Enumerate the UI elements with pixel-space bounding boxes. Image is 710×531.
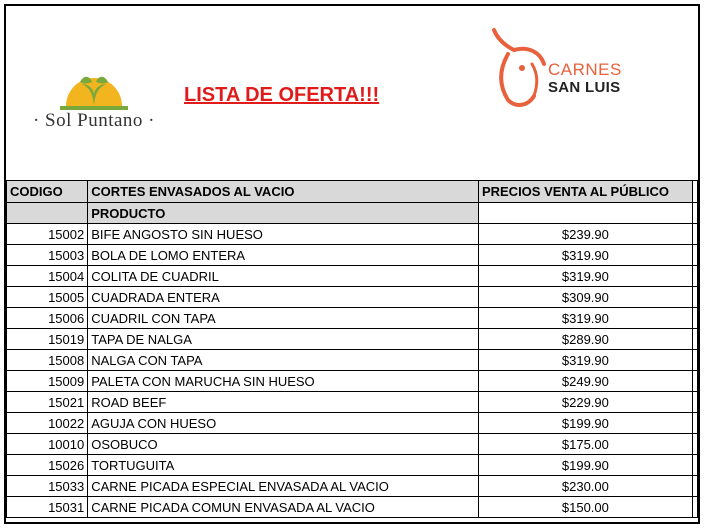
offer-title: LISTA DE OFERTA!!! bbox=[184, 84, 380, 106]
table-subheader-row bbox=[7, 203, 698, 224]
cell-price: $249.90 bbox=[478, 371, 692, 392]
sun-sprout-icon bbox=[24, 62, 164, 112]
cell-price: $199.90 bbox=[478, 413, 692, 434]
cell-product: BIFE ANGOSTO SIN HUESO bbox=[88, 224, 479, 245]
header-banner bbox=[6, 6, 698, 180]
row-edge-cell bbox=[692, 371, 697, 392]
table-row bbox=[7, 350, 698, 371]
cell-product: CARNE PICADA ESPECIAL ENVASADA AL VACIO bbox=[88, 476, 479, 497]
cell-price: $319.90 bbox=[478, 308, 692, 329]
cell-price: $319.90 bbox=[478, 350, 692, 371]
row-edge-cell bbox=[692, 266, 697, 287]
cell-price: $319.90 bbox=[478, 266, 692, 287]
row-edge-cell bbox=[692, 413, 697, 434]
cell-product: CUADRADA ENTERA bbox=[88, 287, 479, 308]
row-edge-cell bbox=[692, 308, 697, 329]
cell-product: PALETA CON MARUCHA SIN HUESO bbox=[88, 371, 479, 392]
cell-product: COLITA DE CUADRIL bbox=[88, 266, 479, 287]
table-row bbox=[7, 308, 698, 329]
sol-puntano-text: · Sol Puntano · bbox=[32, 110, 156, 131]
table-row bbox=[7, 392, 698, 413]
table-row bbox=[7, 413, 698, 434]
cell-price: $175.00 bbox=[478, 434, 692, 455]
cell-price: $230.00 bbox=[478, 476, 692, 497]
table-row bbox=[7, 434, 698, 455]
table-row bbox=[7, 287, 698, 308]
cell-product: TAPA DE NALGA bbox=[88, 329, 479, 350]
cell-product: NALGA CON TAPA bbox=[88, 350, 479, 371]
price-table bbox=[6, 180, 698, 518]
cell-price: $150.00 bbox=[478, 497, 692, 518]
cell-code: 15003 bbox=[7, 245, 88, 266]
cell-code: 15008 bbox=[7, 350, 88, 371]
bull-head-icon bbox=[488, 24, 548, 114]
table-header-row bbox=[7, 181, 698, 203]
row-edge-cell bbox=[692, 497, 697, 518]
row-edge-cell bbox=[692, 392, 697, 413]
cell-price: $289.90 bbox=[478, 329, 692, 350]
table-row bbox=[7, 455, 698, 476]
row-edge-cell bbox=[692, 224, 697, 245]
cell-product: CARNE PICADA COMUN ENVASADA AL VACIO bbox=[88, 497, 479, 518]
cell-code: 10022 bbox=[7, 413, 88, 434]
cell-price: $199.90 bbox=[478, 455, 692, 476]
table-row bbox=[7, 329, 698, 350]
price-list-sheet bbox=[4, 4, 700, 524]
table-row bbox=[7, 497, 698, 518]
cell-code: 15021 bbox=[7, 392, 88, 413]
header-precios: PRECIOS VENTA AL PÚBLICO bbox=[478, 181, 692, 203]
brand-line-carnes: CARNES bbox=[548, 60, 622, 79]
header-cortes: CORTES ENVASADOS AL VACIO bbox=[88, 181, 479, 203]
row-edge-cell bbox=[692, 350, 697, 371]
cell-code: 15033 bbox=[7, 476, 88, 497]
cell-product: TORTUGUITA bbox=[88, 455, 479, 476]
subheader-precio bbox=[478, 203, 692, 224]
cell-code: 15005 bbox=[7, 287, 88, 308]
row-edge-cell bbox=[692, 455, 697, 476]
subheader-edge-cell bbox=[692, 203, 697, 224]
carnes-san-luis-logo bbox=[488, 24, 638, 114]
header-codigo: CODIGO bbox=[7, 181, 88, 203]
table-row bbox=[7, 371, 698, 392]
subheader-codigo bbox=[7, 203, 88, 224]
cell-product: BOLA DE LOMO ENTERA bbox=[88, 245, 479, 266]
cell-code: 15004 bbox=[7, 266, 88, 287]
table-row bbox=[7, 224, 698, 245]
cell-code: 15019 bbox=[7, 329, 88, 350]
row-edge-cell bbox=[692, 476, 697, 497]
cell-product: AGUJA CON HUESO bbox=[88, 413, 479, 434]
cell-price: $319.90 bbox=[478, 245, 692, 266]
row-edge-cell bbox=[692, 434, 697, 455]
cell-price: $309.90 bbox=[478, 287, 692, 308]
cell-code: 15026 bbox=[7, 455, 88, 476]
cell-code: 15002 bbox=[7, 224, 88, 245]
cell-product: CUADRIL CON TAPA bbox=[88, 308, 479, 329]
table-row bbox=[7, 266, 698, 287]
row-edge-cell bbox=[692, 245, 697, 266]
subheader-producto: PRODUCTO bbox=[88, 203, 479, 224]
brand-line-san-luis: SAN LUIS bbox=[548, 79, 621, 96]
cell-product: ROAD BEEF bbox=[88, 392, 479, 413]
header-edge-cell bbox=[692, 181, 697, 203]
cell-code: 15031 bbox=[7, 497, 88, 518]
table-row bbox=[7, 245, 698, 266]
cell-price: $229.90 bbox=[478, 392, 692, 413]
cell-product: OSOBUCO bbox=[88, 434, 479, 455]
row-edge-cell bbox=[692, 329, 697, 350]
table-row bbox=[7, 476, 698, 497]
cell-code: 15009 bbox=[7, 371, 88, 392]
row-edge-cell bbox=[692, 287, 697, 308]
cell-code: 15006 bbox=[7, 308, 88, 329]
cell-code: 10010 bbox=[7, 434, 88, 455]
cell-price: $239.90 bbox=[478, 224, 692, 245]
sol-puntano-logo bbox=[24, 62, 164, 134]
